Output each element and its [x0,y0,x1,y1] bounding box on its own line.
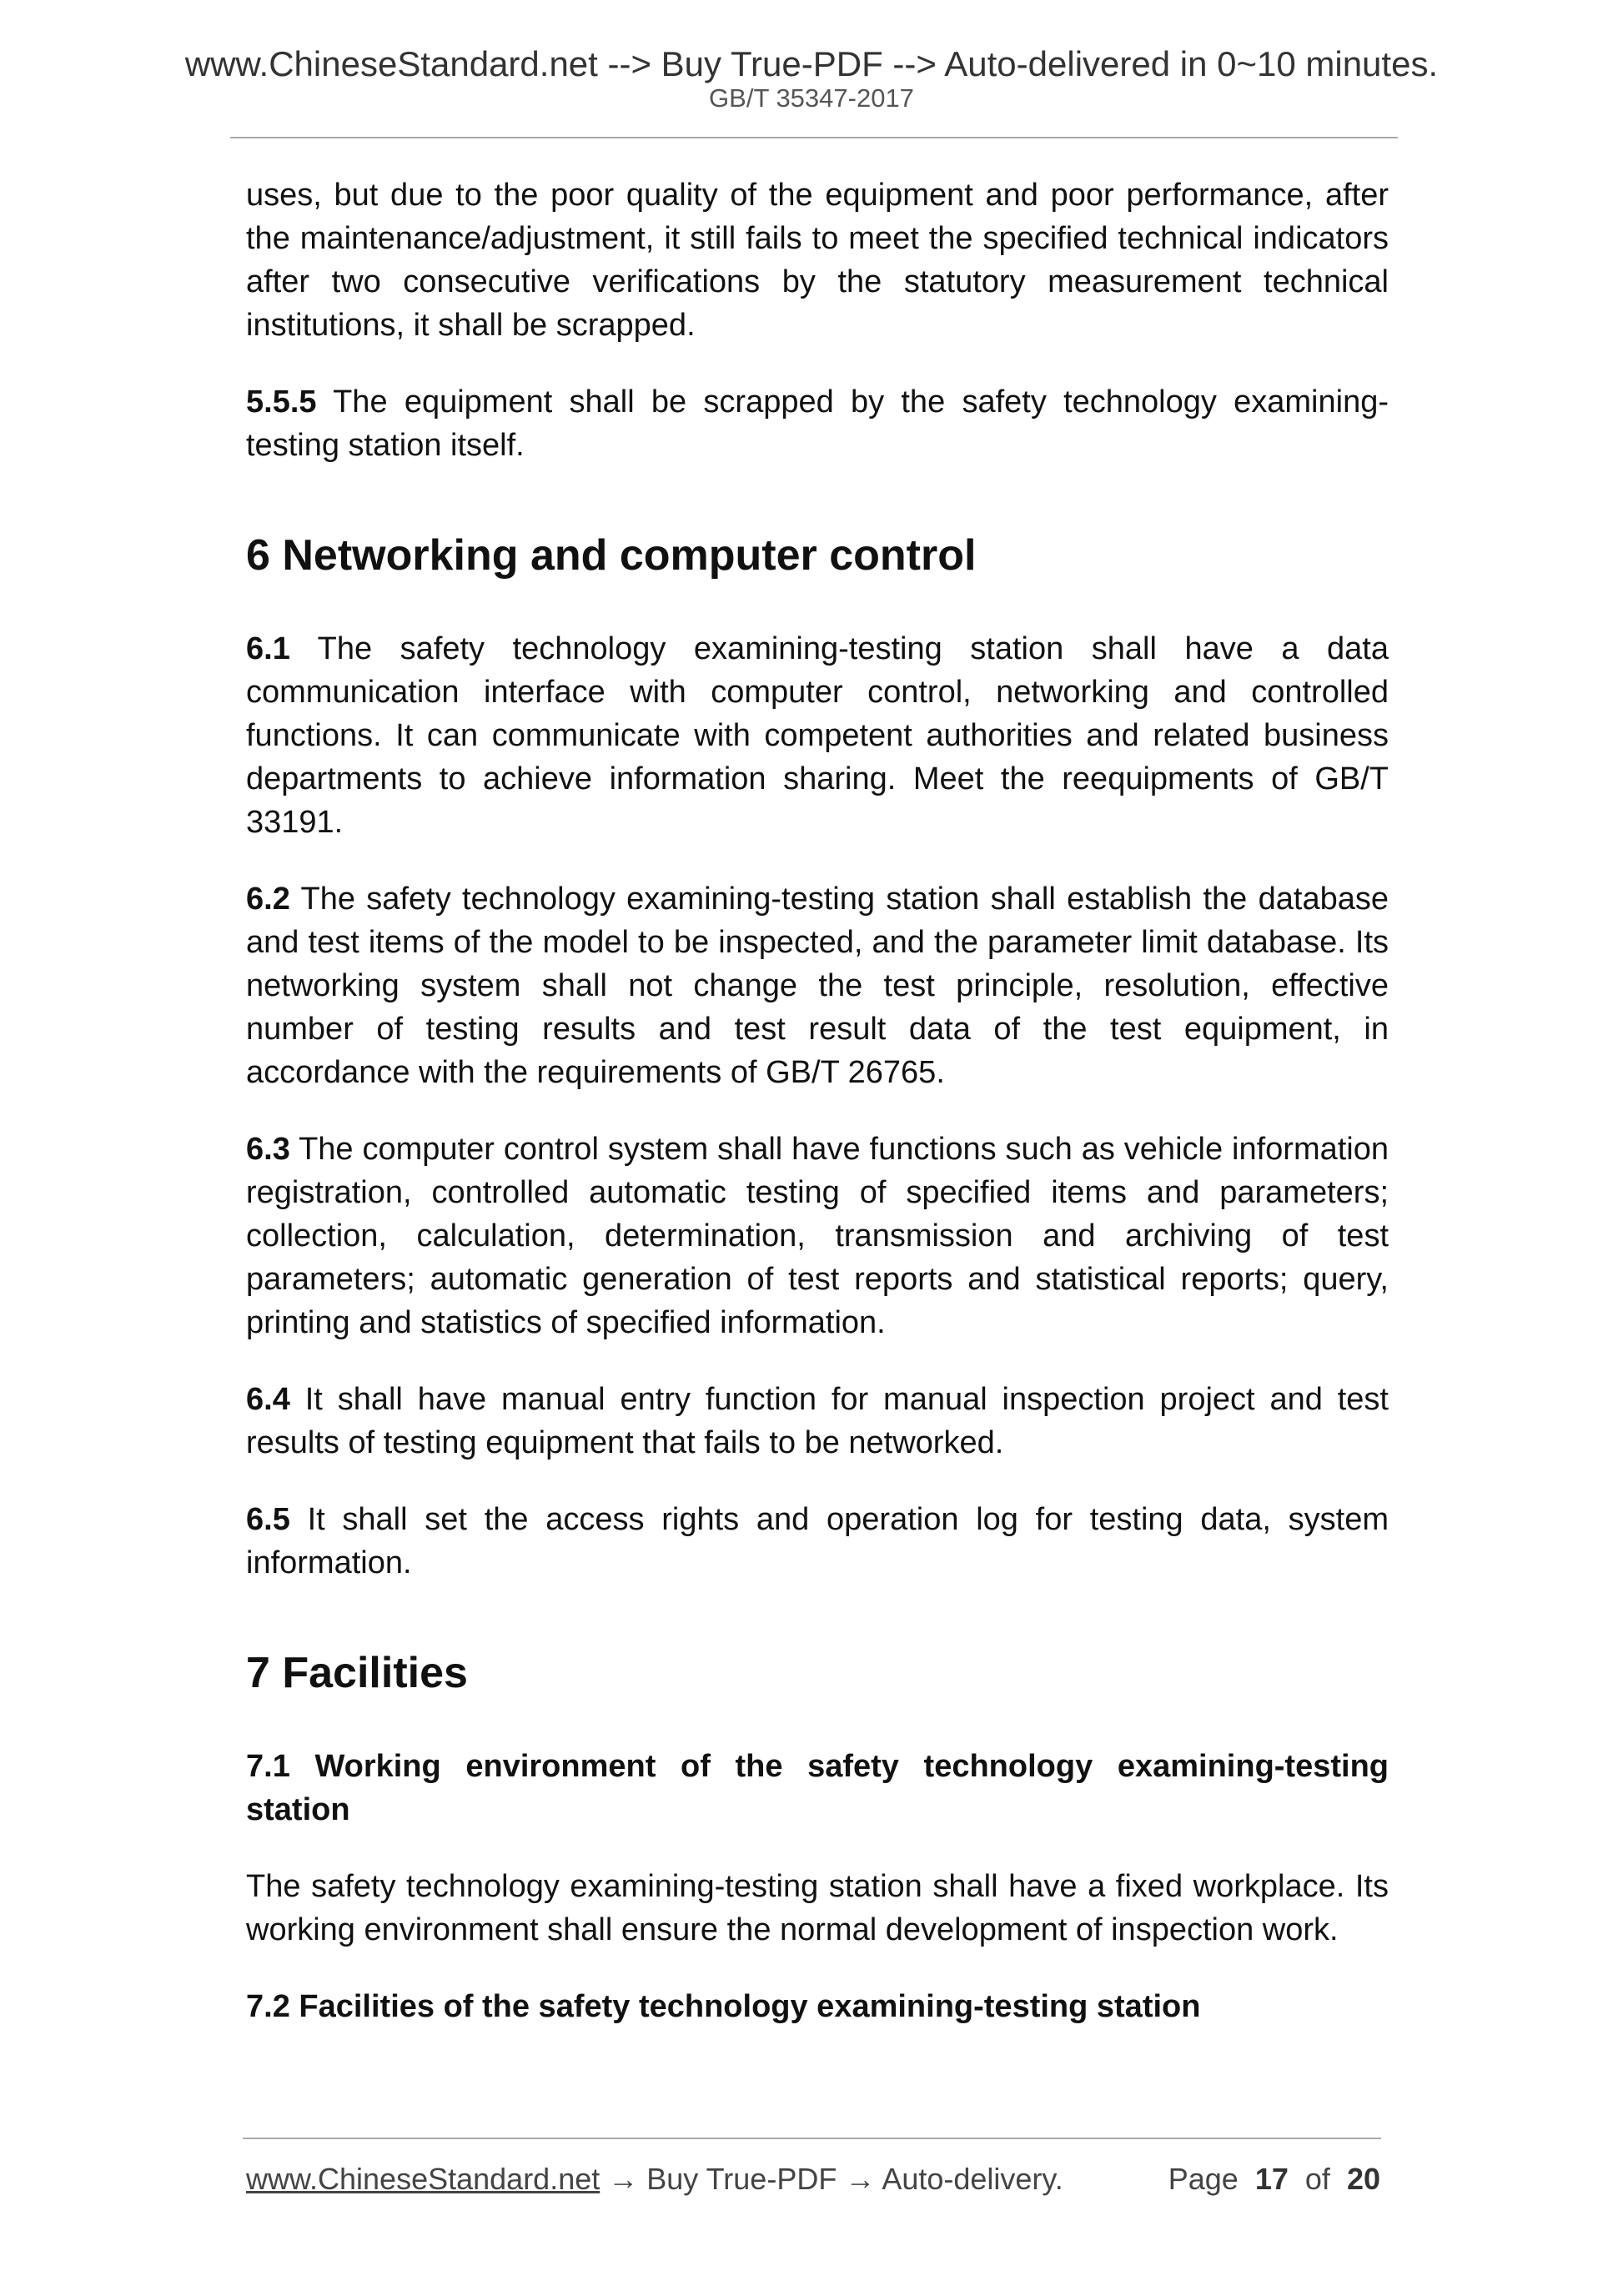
clause-5-5-5 [246,380,1389,467]
clause-6-3 [246,1128,1389,1344]
section-7-heading: 7 Facilities [246,1649,468,1697]
paragraph-text: uses, but due to the poor quality of the equipment and poor performance, after the maintenance/adjustment, it still fails to meet the specified technical indicators after two consecutive verifications by the statutory measurement technical institutions, it shall be scrapped. [246,178,1389,343]
header-divider [230,137,1398,138]
clause-number: 6.1 [246,631,290,666]
clause-6-4 [246,1378,1389,1465]
site-link[interactable]: www.ChineseStandard.net [246,2162,600,2196]
standard-code: GB/T 35347-2017 [709,83,914,113]
clause-number: 6.2 [246,882,290,917]
clause-number: 5.5.5 [246,384,317,420]
clause-6-1 [246,627,1389,844]
page-label: Page [1168,2162,1239,2196]
clause-number: 6.5 [246,1502,290,1537]
page-total: 20 [1346,2162,1380,2196]
clause-text: The equipment shall be scrapped by the safety technology examining-testing station itself. [246,384,1389,463]
subsection-7-1-heading: 7.1 Working environment of the safety technology examining-testing station [246,1749,1389,1827]
promo-banner: www.ChineseStandard.net --> Buy True-PDF --> Auto-delivered in 0~10 minutes. [184,44,1439,83]
paragraph-continuation [246,173,1389,347]
clause-6-5 [246,1498,1389,1585]
clause-text: It shall set the access rights and operation log for testing data, system information. [246,1502,1389,1580]
clause-number: 6.4 [246,1382,290,1417]
clause-text: The computer control system shall have functions such as vehicle information registration, controlled automatic testing of specified items and parameters; collection, calculation, determination, transmission and archiving of test parameters; automatic generation of test reports and statistical reports; query, printing and statistics of specified information. [246,1132,1389,1340]
footer-trail: → Buy True-PDF → Auto-delivery. [600,2162,1063,2196]
clause-text: The safety technology examining-testing station shall have a data communication interface with computer control, networking and controlled functions. It can communicate with competent authorities and related business departments to achieve information sharing. Meet the reequipments of GB/T 33191. [246,631,1389,840]
footer-divider [243,2138,1381,2139]
clause-text: The safety technology examining-testing station shall establish the database and test items of the model to be inspected, and the parameter limit database. Its networking system shall not change the test principle, resolution, effective number of testing results and test result data of the test equipment, in accordance with the requirements of GB/T 26765. [246,882,1389,1090]
page-current: 17 [1254,2162,1289,2196]
clause-text: The safety technology examining-testing station shall have a fixed workplace. Its working environment shall ensure the normal development of inspection work. [246,1869,1389,1947]
footer-left [246,2158,1063,2200]
clause-6-2 [246,877,1389,1094]
subsection-7-2-heading: 7.2 Facilities of the safety technology examining-testing station [246,1989,1201,2024]
page-indicator [1168,2158,1380,2200]
clause-number: 6.3 [246,1132,290,1167]
page-footer [246,2158,1380,2200]
section-6-heading: 6 Networking and computer control [246,531,977,580]
clause-text: It shall have manual entry function for manual inspection project and test results of testing equipment that fails to be networked. [246,1382,1389,1460]
document-body [246,173,1389,2062]
of-label: of [1304,2162,1330,2196]
clause-7-1-text [246,1865,1389,1952]
